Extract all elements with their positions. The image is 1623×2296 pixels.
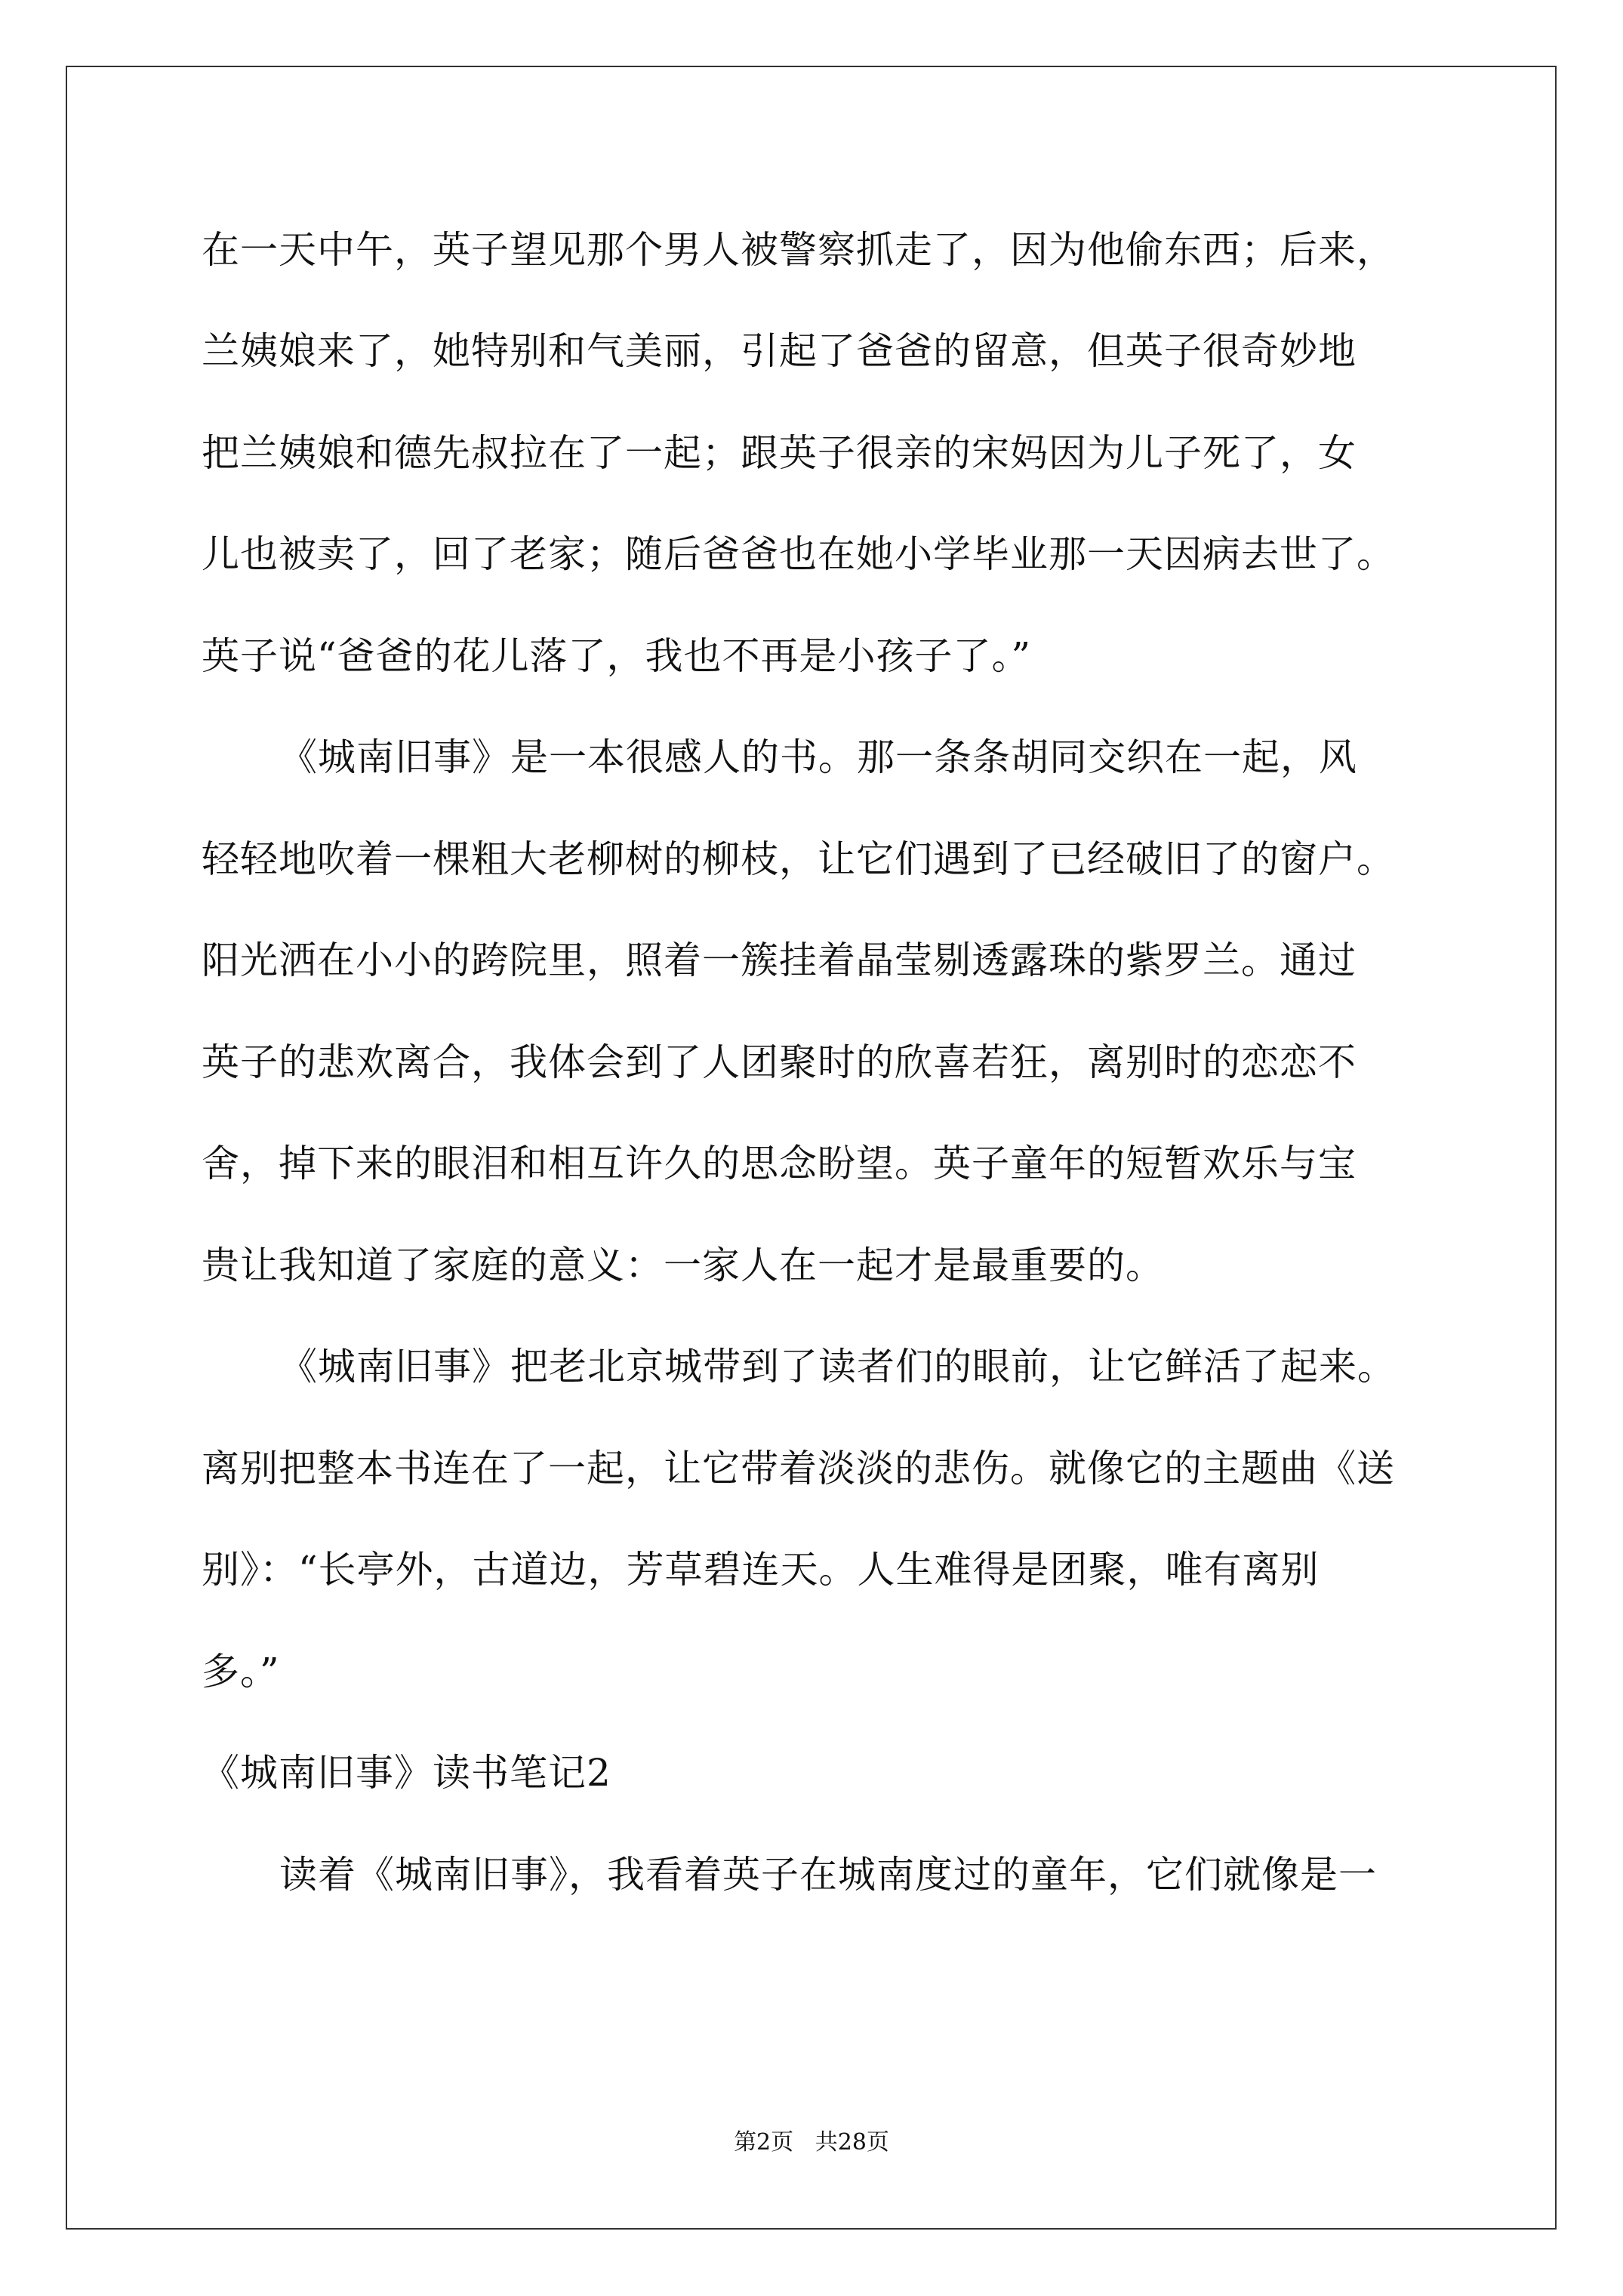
text-line: 兰姨娘来了，她特别和气美丽，引起了爸爸的留意，但英子很奇妙地 — [202, 329, 1357, 373]
text-line: 把兰姨娘和德先叔拉在了一起；跟英子很亲的宋妈因为儿子死了，女 — [202, 431, 1357, 475]
text-line: 舍，掉下来的眼泪和相互许久的思念盼望。英子童年的短暂欢乐与宝 — [202, 1142, 1357, 1185]
paragraph-first-line: 《城南旧事》把老北京城带到了读者们的眼前，让它鲜活了起来。 — [279, 1345, 1396, 1388]
paragraph-first-line: 《城南旧事》是一本很感人的书。那一条条胡同交织在一起，风 — [279, 735, 1357, 779]
text-line: 离别把整本书连在了一起，让它带着淡淡的悲伤。就像它的主题曲《送 — [202, 1447, 1395, 1490]
paragraph-first-line: 读着《城南旧事》，我看着英子在城南度过的童年，它们就像是一 — [279, 1853, 1377, 1897]
text-line: 在一天中午，英子望见那个男人被警察抓走了，因为他偷东西；后来， — [202, 228, 1395, 272]
text-line: 英子的悲欢离合，我体会到了人团聚时的欣喜若狂，离别时的恋恋不 — [202, 1040, 1357, 1084]
section-heading: 《城南旧事》读书笔记2 — [202, 1751, 611, 1795]
text-line: 别》：“长亭外，古道边，芳草碧连天。人生难得是团聚，唯有离别 — [202, 1548, 1320, 1592]
text-line: 贵让我知道了家庭的意义：一家人在一起才是最重要的。 — [202, 1244, 1164, 1287]
text-line: 英子说“爸爸的花儿落了，我也不再是小孩子了。” — [202, 634, 1032, 678]
text-line: 多。” — [202, 1650, 280, 1693]
text-line: 轻轻地吹着一棵粗大老柳树的柳枝，让它们遇到了已经破旧了的窗户。 — [202, 837, 1395, 881]
text-line: 阳光洒在小小的跨院里，照着一簇挂着晶莹剔透露珠的紫罗兰。通过 — [202, 938, 1357, 982]
text-line: 儿也被卖了，回了老家；随后爸爸也在她小学毕业那一天因病去世了。 — [202, 532, 1395, 576]
page-footer: 第2页 共28页 — [734, 2129, 889, 2156]
